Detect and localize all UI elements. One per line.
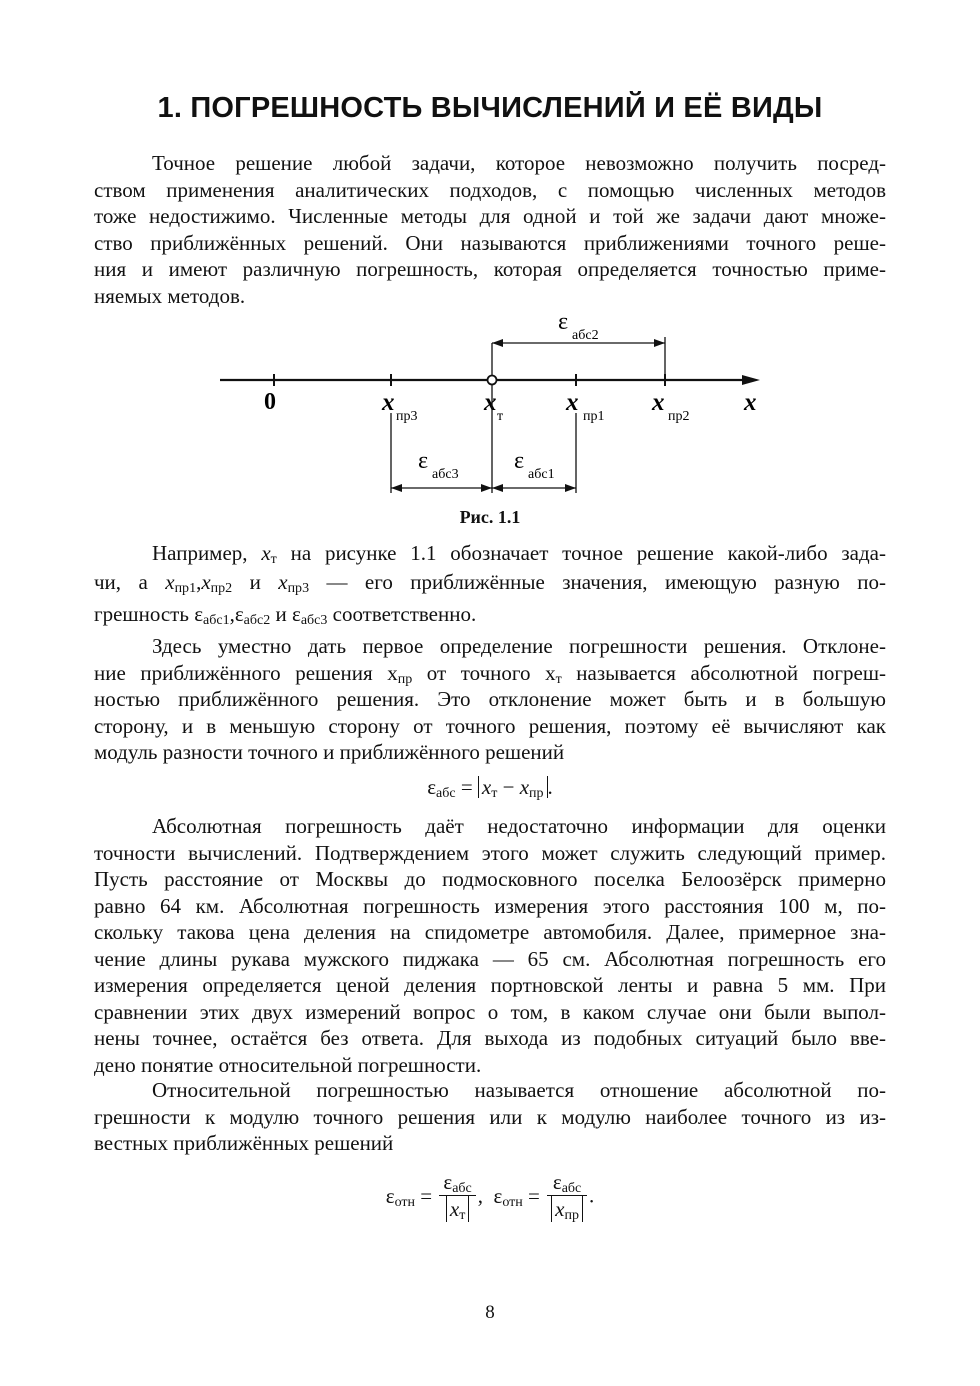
text-line: Пусть расстояние от Москвы до подмосковного поселка Белоозёрск примерно (94, 867, 886, 891)
formula-absolute-error: $\varepsilon_{абс} = x_т - x_{пр}$ . (427, 775, 553, 801)
page-title: 1. ПОГРЕШНОСТЬ ВЫЧИСЛЕНИЙ И ЕЁ ВИДЫ (157, 92, 823, 124)
text-line: няемых методов. (94, 283, 246, 308)
text-line: ние приближённого решения $x_{пр}$ от точного $x_т$ называется абсолютной погреш- (94, 660, 886, 687)
axis-arrowhead (742, 375, 760, 385)
text-line: точности вычислений. Подтверждением этого может служить следующий пример. (94, 840, 886, 865)
svg-text:абс3: абс3 (432, 467, 459, 482)
svg-text:x: x (652, 389, 665, 416)
text-line: вестных приближённых решений (94, 1131, 394, 1155)
text-line: Точное решение любой задачи, которое невозможно получить посред- (152, 151, 886, 175)
page-number: 8 (485, 1302, 495, 1323)
eps-abs3-label (418, 448, 459, 482)
svg-text:т: т (497, 409, 504, 424)
svg-text:x: x (382, 389, 395, 416)
text-line: Абсолютная погрешность даёт недостаточно информации для оценки (152, 814, 886, 838)
text-line: равно 64 км. Абсолютная погрешность измерения этого расстояния 100 м, по- (94, 893, 886, 918)
figure-number-line (0, 305, 980, 505)
svg-text:пр2: пр2 (668, 409, 690, 424)
text-line: чение длины рукава мужского пиджака — 65 см. Абсолютная погрешность его (94, 946, 886, 971)
origin-label: 0 (264, 389, 276, 415)
fraction: $\frac{\varepsilon_{абс}}{x_{пр}}$ (547, 1170, 587, 1222)
axis-x-label: x (744, 389, 757, 416)
x-pr1-label (565, 389, 605, 424)
arrowhead (654, 339, 665, 347)
svg-text:x: x (484, 389, 497, 416)
exact-point (488, 376, 497, 385)
paragraph-example (94, 540, 886, 628)
svg-text:x: x (566, 389, 579, 416)
text-line: ностью приближённого решения. Это отклонение может быть и в большую (94, 687, 886, 711)
fraction: $\frac{\varepsilon_{абс}}{x_т}$ (439, 1170, 475, 1222)
text-line: грешность $\varepsilon_{абс1},\varepsilon_{абс2}$ и $\varepsilon_{абс3}$ соответственно. (94, 602, 477, 628)
text-line: Здесь уместно дать первое определение погрешности решения. Отклоне- (152, 634, 886, 658)
svg-text:пр3: пр3 (396, 409, 418, 424)
text-line: Относительной погрешностью называется отношение абсолютной по- (152, 1078, 886, 1102)
x-t-label (483, 389, 503, 424)
paragraph-definition (94, 633, 886, 766)
paragraph-intro (94, 150, 886, 309)
figure-caption: Рис. 1.1 (459, 507, 521, 527)
text-line: дено понятие относительной погрешности. (94, 1052, 482, 1077)
svg-text:ε: ε (418, 448, 429, 474)
text-line: ство приближённых решений. Они называются приближениями точного реше- (94, 230, 886, 255)
text-line: модуль разности точного и приближённого решений (94, 740, 565, 764)
text-line: грешности к модулю точного решения или к модулю наиболее точного из из- (94, 1104, 886, 1129)
text-line: ния и имеют различную погрешность, которая определяется точностью приме- (94, 257, 886, 281)
text-line: нены точнее, остаётся без ответа. Для выхода из подобных ситуаций было вве- (94, 1026, 886, 1050)
paragraph-example-distance (94, 813, 886, 1078)
svg-text:ε: ε (514, 448, 525, 474)
svg-text:абс2: абс2 (572, 328, 599, 343)
eps-abs2-label (558, 309, 599, 343)
text-line: сравнении этих двух измерений вопрос о том, в каком случае они были выпол- (94, 999, 886, 1024)
text-line: Например, $x_т$ на рисунке 1.1 обозначает точное решение какой-либо зада- (152, 541, 887, 567)
paragraph-relative-error (94, 1077, 886, 1157)
x-pr2-label (651, 389, 690, 424)
formula-relative-error: $\varepsilon_{отн}$ = $\frac{\varepsilon_{абс}}{x_т}$ , $\varepsilon_{отн}$ = $\frac{\varepsilon_{абс}}{x_{пр}}$ . (385, 1170, 595, 1223)
svg-text:пр1: пр1 (583, 409, 605, 424)
x-pr3-label (381, 389, 418, 424)
svg-text:абс1: абс1 (528, 467, 555, 482)
svg-text:ε: ε (558, 309, 569, 335)
text-line: чи, а $x_{пр1},x_{пр2}$ и $x_{пр3}$ — его приближённые значения, имеющую разную по- (94, 569, 886, 596)
arrowhead (492, 339, 503, 347)
text-line: скольку такова цена деления на спидометре автомобиля. Далее, примерное зна- (94, 920, 886, 944)
text-line: тоже недостижимо. Численные методы для одной и той же задачи дают множе- (94, 204, 886, 228)
text-line: измерения определяется ценой деления портновской ленты и равна 5 мм. При (94, 973, 886, 997)
eps-abs1-label (514, 448, 555, 482)
text-line: сторону, и в меньшую сторону от точного решения, поэтому её вычисляют как (94, 713, 886, 738)
text-line: ством применения аналитических подходов, с помощью численных методов (94, 177, 886, 202)
